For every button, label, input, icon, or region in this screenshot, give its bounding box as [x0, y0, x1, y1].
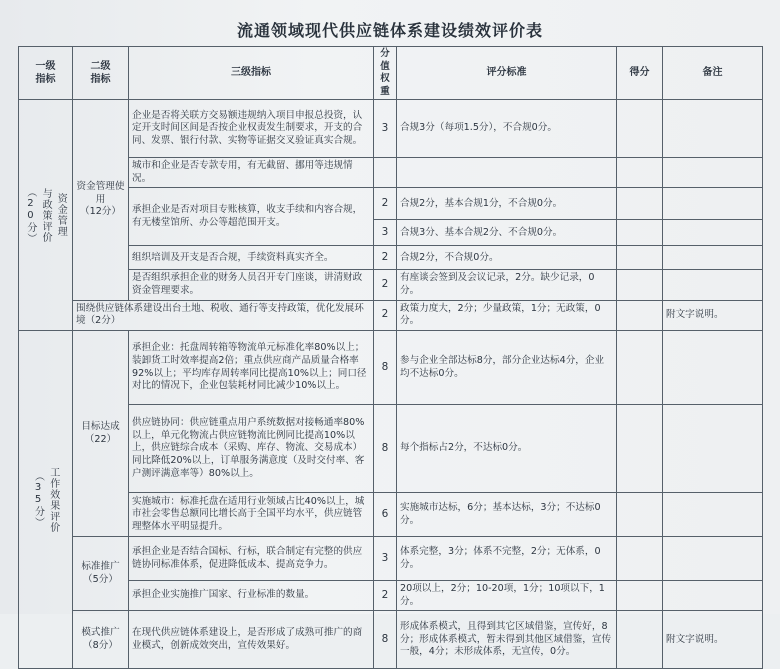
table-row	[19, 611, 763, 669]
score-cell	[617, 100, 663, 158]
header-level1: 一级 指标	[19, 47, 73, 100]
page-title: 流通领域现代供应链体系建设绩效评价表	[236, 21, 543, 40]
level1-cell-policy	[19, 100, 73, 331]
score-cell	[617, 493, 663, 537]
weight-cell: 3	[374, 100, 397, 158]
level2-cell-standard	[73, 537, 129, 611]
weight-cell: 2	[374, 270, 397, 300]
table-row	[19, 493, 763, 537]
criteria-cell: 合规3分（每项1.5分），不合规0分。	[397, 100, 617, 158]
score-cell	[617, 158, 663, 188]
indicator-cell: 在现代供应链体系建设上，是否形成了成熟可推广的商业模式，创新成效突出，宣传效果好。	[129, 611, 374, 669]
notes-cell: 附文字说明。	[663, 300, 763, 330]
table-row	[19, 581, 763, 611]
indicator-cell: 城市和企业是否专款专用，有无截留、挪用等违规情况。	[129, 158, 374, 188]
indicator-cell: 企业是否将关联方交易额违规纳入项目申报总投资，认定开支时间区间是否按企业权责发生制要求，开支的合同、发票、银行付款、实物等证据交叉验证真实合规。	[129, 100, 374, 158]
weight-cell: 8	[374, 611, 397, 669]
header-weight: 分值 权重	[374, 47, 397, 100]
indicator-cell: 供应链协同：供应链重点用户系统数据对接畅通率80%以上，单元化物流占供应链物流比例同比提高10%以上，供应链综合成本（采购、库存、物流、交易成本）同比降低20%以上，订单服务满意度（及时交付率、客户测评满意率等）80%以上。	[129, 405, 374, 493]
table-row	[19, 100, 763, 158]
score-cell	[617, 405, 663, 493]
notes-cell	[663, 220, 763, 246]
criteria-cell: 政策力度大，2分；少量政策，1分；无政策，0分。	[397, 300, 617, 330]
indicator-cell: 承担企业是否结合国标、行标，联合制定有完整的供应链协同标准体系，促进降低成本、提高竞争力。	[129, 537, 374, 581]
level2-label: 模式推广	[81, 627, 120, 639]
level2-score: （22）	[84, 433, 117, 445]
notes-cell	[663, 537, 763, 581]
notes-cell	[663, 246, 763, 270]
score-cell	[617, 246, 663, 270]
table-row	[19, 270, 763, 300]
indicator-cell: 是否组织承担企业的财务人员召开专门座谈，讲清财政资金管理要求。	[129, 270, 374, 300]
criteria-cell: 参与企业全部达标8分，部分企业达标4分，企业均不达标0分。	[397, 331, 617, 405]
criteria-cell: 体系完整，3分；体系不完整，2分；无体系，0分。	[397, 537, 617, 581]
criteria-cell: 合规3分、基本合规2分、不合规0分。	[397, 220, 617, 246]
indicator-cell: 承担企业：托盘周转箱等物流单元标准化率80%以上；装卸货工时效率提高2倍；重点供应商产品质量合格率92%以上；平均库存周转率同比提高10%以上；同口径对比的情况下，企业包装耗材同比减少10%以上。	[129, 331, 374, 405]
evaluation-table	[18, 46, 763, 669]
header-criteria: 评分标准	[397, 47, 617, 100]
table-row	[19, 246, 763, 270]
table-row	[19, 405, 763, 493]
weight-cell: 2	[374, 246, 397, 270]
level1-main: 工作效果评价	[47, 466, 59, 533]
weight-cell: 6	[374, 493, 397, 537]
level2-cell-model	[73, 611, 129, 669]
criteria-cell: 合规2分，基本合规1分，不合规0分。	[397, 188, 617, 220]
criteria-cell: 20项以上，2分；10-20项，1分；10项以下，1分。	[397, 581, 617, 611]
header-score: 得分	[617, 47, 663, 100]
level2-score: （8分）	[83, 639, 118, 651]
weight-cell: 3	[374, 220, 397, 246]
weight-cell: 8	[374, 405, 397, 493]
table-row	[19, 537, 763, 581]
score-cell	[617, 300, 663, 330]
notes-cell	[663, 100, 763, 158]
notes-cell	[663, 331, 763, 405]
weight-cell: 2	[374, 300, 397, 330]
header-level2: 二级 指标	[73, 47, 129, 100]
level2-score: （12分）	[80, 206, 121, 218]
criteria-cell: 形成体系模式，且得到其它区域借鉴，宣传好，8分；形成体系模式，暂未得到其他区域借鉴，宣传一般，4分；未形成体系，无宣传，0分。	[397, 611, 617, 669]
notes-cell	[663, 270, 763, 300]
criteria-cell: 有座谈会签到及会议记录，2分。缺少记录，0分。	[397, 270, 617, 300]
table-row	[19, 188, 763, 220]
criteria-cell	[397, 158, 617, 188]
indicator-cell: 围绕供应链体系建设出台土地、税收、通行等支持政策，优化发展环境（2分）	[73, 300, 374, 330]
criteria-cell: 每个指标占2分，不达标0分。	[397, 405, 617, 493]
level1-main: 与政策评价	[40, 187, 52, 243]
criteria-cell: 实施城市达标，6分；基本达标，3分；不达标0分。	[397, 493, 617, 537]
weight-cell: 8	[374, 331, 397, 405]
indicator-cell: 承担企业是否对项目专账核算，收支手续和内容合规，有无楼堂馆所、办公等超范围开支。	[129, 188, 374, 246]
indicator-cell: 承担企业实施推广国家、行业标准的数量。	[129, 581, 374, 611]
notes-cell	[663, 581, 763, 611]
weight-cell: 2	[374, 188, 397, 220]
level1-score: （20分）	[24, 186, 36, 244]
score-cell	[617, 537, 663, 581]
notes-cell: 附文字说明。	[663, 611, 763, 669]
score-cell	[617, 611, 663, 669]
score-cell	[617, 270, 663, 300]
notes-cell	[663, 493, 763, 537]
header-level3: 三级指标	[129, 47, 374, 100]
level2-label: 资金管理使用	[76, 180, 125, 205]
notes-cell	[663, 405, 763, 493]
notes-cell	[663, 158, 763, 188]
level2-score: （5分）	[83, 573, 118, 585]
score-cell	[617, 188, 663, 220]
score-cell	[617, 331, 663, 405]
level1-prefix: 资金管理	[55, 193, 67, 238]
score-cell	[617, 220, 663, 246]
weight-cell: 2	[374, 581, 397, 611]
level2-label: 标准推广	[81, 561, 120, 573]
header-notes: 备注	[663, 47, 763, 100]
level1-score: （35分）	[32, 471, 44, 529]
table-row	[19, 300, 763, 330]
level2-cell-fund	[73, 100, 129, 301]
header-row	[19, 47, 763, 100]
indicator-cell: 实施城市：标准托盘在适用行业领域占比40%以上，城市社会零售总额同比增长高于全国平均水平，供应链管理整体水平明显提升。	[129, 493, 374, 537]
table-row	[19, 331, 763, 405]
level2-label: 目标达成	[81, 420, 120, 432]
indicator-cell: 组织培训及开支是否合规，手续资料真实齐全。	[129, 246, 374, 270]
weight-cell: 3	[374, 537, 397, 581]
level1-cell-effect	[19, 331, 73, 669]
weight-cell	[374, 158, 397, 188]
table-row	[19, 158, 763, 188]
notes-cell	[663, 188, 763, 220]
level2-cell-target	[73, 331, 129, 537]
score-cell	[617, 581, 663, 611]
criteria-cell: 合规2分，不合规0分。	[397, 246, 617, 270]
